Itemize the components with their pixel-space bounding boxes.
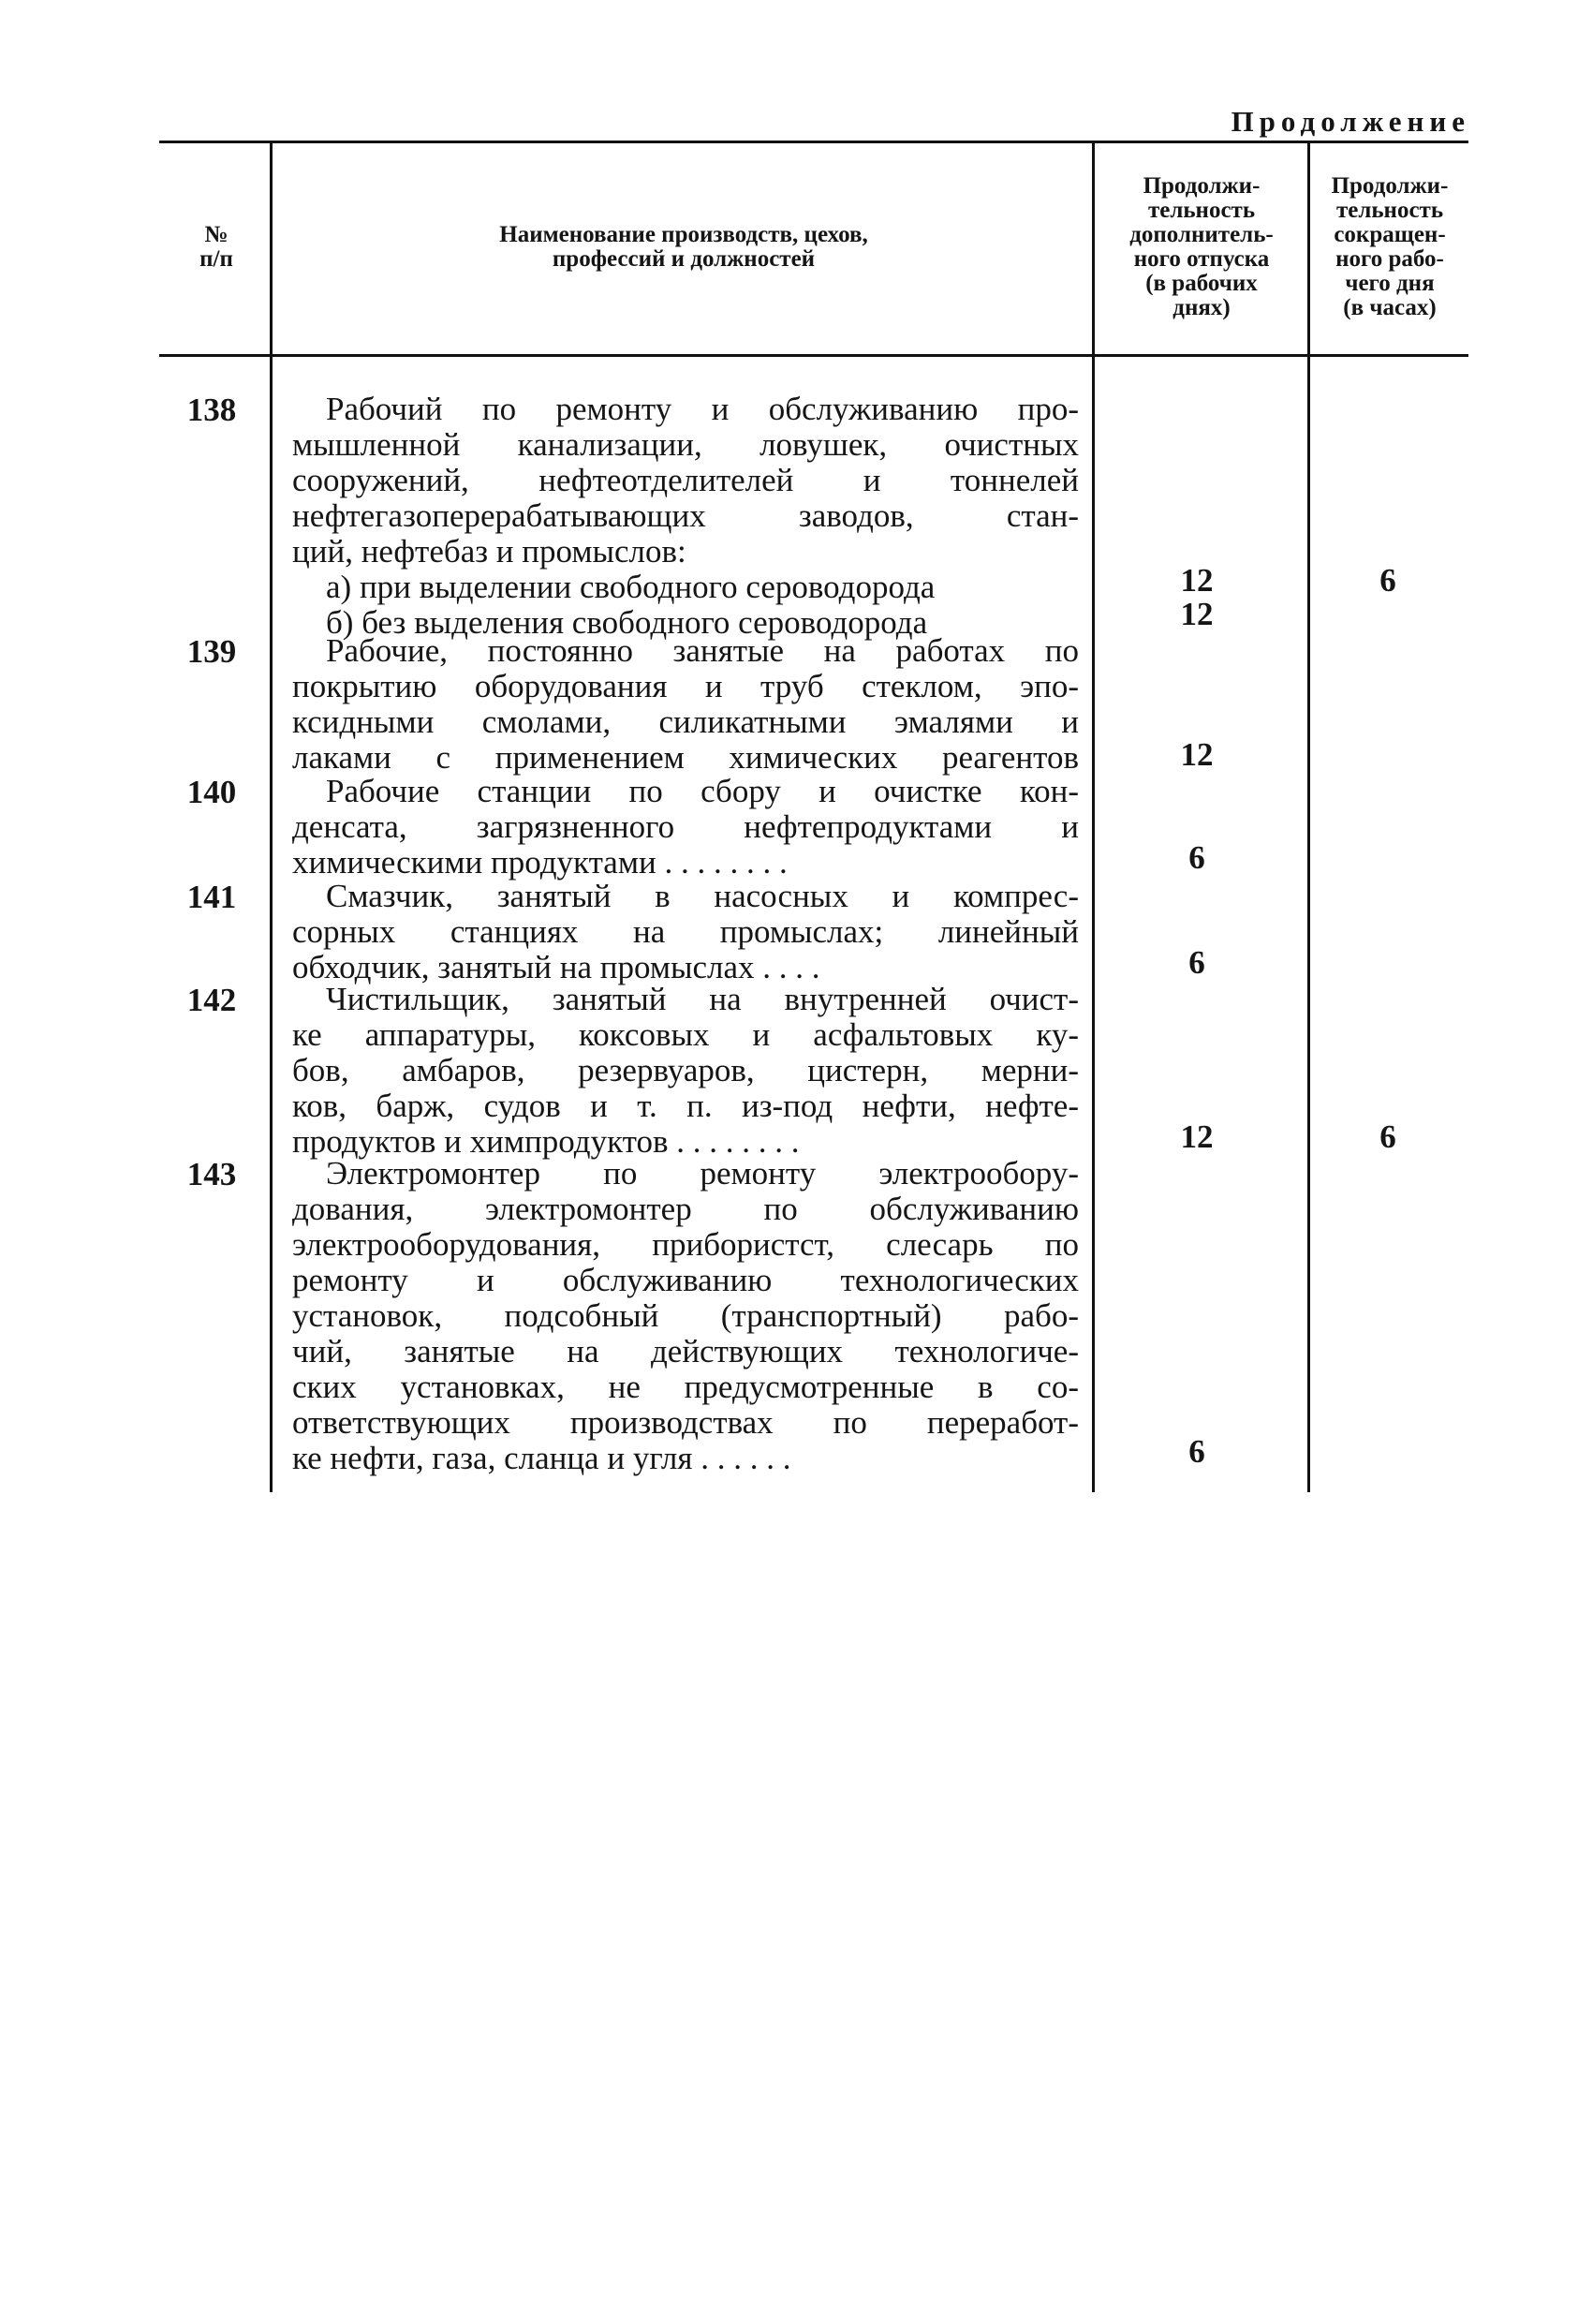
row-number: 141 xyxy=(186,879,237,915)
continuation-label: Продолжение xyxy=(1231,105,1470,138)
column-divider-1 xyxy=(270,143,273,1492)
header-number: № п/п xyxy=(199,222,233,272)
row-text: Чистильщик, занятый на внутренней очист- ке аппаратуры, коксовых и асфальтовых ку- бов, амбаров, резервуаров, цистерн, мерни- ков, барж, судов и т. п. из-под нефти, нефте- продуктов и химпродуктов . . . . . . . . xyxy=(292,981,1079,1160)
row-text: Смазчик, занятый в насосных и компрес- сорных станциях на промыслах; линейный обходчик, занятый на промыслах . . . . xyxy=(292,878,1079,985)
row-number: 142 xyxy=(186,982,237,1018)
header-short-day: Продолжи- тельность сокращен- ного рабо- чего дня (в часах) xyxy=(1331,173,1449,320)
column-divider-2 xyxy=(1092,143,1095,1492)
row-number: 140 xyxy=(186,774,237,810)
row-number: 139 xyxy=(186,633,237,670)
days-value: 6 xyxy=(1188,1433,1205,1470)
days-value: 12 xyxy=(1180,1118,1214,1155)
header-bottom-rule xyxy=(159,354,1468,357)
row-number: 143 xyxy=(186,1156,237,1192)
row-text: Рабочий по ремонту и обслуживанию про- мышленной канализации, ловушек, очистных сооружений, нефтеотделителей и тоннелей нефтегазоперерабатывающих заводов, стан- ций, нефтебаз и промыслов: а) при выделении свободного сероводорода б) без выделения свободного сероводорода xyxy=(292,391,1079,641)
row-number: 138 xyxy=(186,392,237,428)
column-divider-3 xyxy=(1307,143,1310,1492)
row-text: Рабочие станции по сбору и очистке кон- денсата, загрязненного нефтепродуктами и химическими продуктами . . . . . . . . xyxy=(292,773,1079,881)
days-value: 6 xyxy=(1188,839,1205,876)
days-value: 12 xyxy=(1180,736,1214,773)
days-value: 12 xyxy=(1180,596,1214,632)
hours-value: 6 xyxy=(1379,562,1396,599)
days-value: 12 xyxy=(1180,562,1214,599)
row-text: Электромонтер по ремонту электрообору- дования, электромонтер по обслуживанию электрооборудования, прибористст, слесарь по ремонту и обслуживанию технологических установок, подсобный (транспортный) рабо- чий, занятые на действующих технологиче- ских установках, не предусмотренные в со- ответствующих производствах по переработ- ке нефти, газа, сланца и угля . . . . . . xyxy=(292,1155,1079,1476)
days-value: 6 xyxy=(1188,944,1205,981)
table-top-rule xyxy=(159,141,1468,143)
hours-value: 6 xyxy=(1379,1118,1396,1155)
header-extra-leave: Продолжи- тельность дополнитель- ного отпуска (в рабочих днях) xyxy=(1129,173,1274,320)
header-name: Наименование производств, цехов, профессий и должностей xyxy=(499,222,868,272)
row-text: Рабочие, постоянно занятые на работах по покрытию оборудования и труб стеклом, эпо- ксидными смолами, силикатными эмалями и лаками с применением химических реагентов xyxy=(292,632,1079,776)
